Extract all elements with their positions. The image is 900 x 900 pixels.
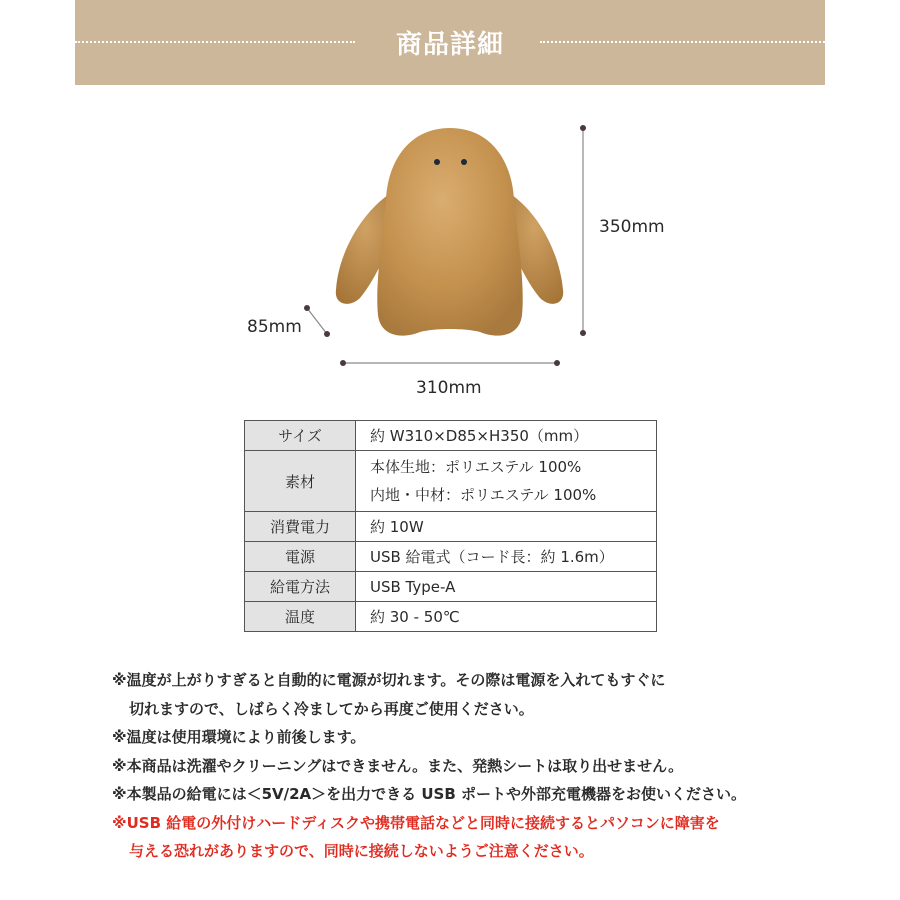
spec-row-power-consumption: [245, 512, 657, 542]
spec-value: 約 10W: [356, 512, 657, 542]
depth-dimension-label: 85mm: [247, 317, 302, 337]
spec-label: 給電方法: [245, 572, 356, 602]
spec-label: サイズ: [245, 421, 356, 451]
note-pc-warning: ※USB 給電の外付けハードディスクや携帯電話などと同時に接続するとパソコンに障害を 与える恐れがありますので、同時に接続しないようご注意ください。: [112, 813, 720, 860]
spec-value: USB Type-A: [356, 572, 657, 602]
caution-notes: [112, 666, 852, 866]
spec-row-temperature: [245, 602, 657, 632]
spec-row-power-method: [245, 572, 657, 602]
plush-illustration: [0, 0, 900, 410]
note-power-supply: ※本製品の給電には＜5V/2A＞を出力できる USB ポートや外部充電機器をお使いください。: [112, 785, 747, 803]
note-no-washing: ※本商品は洗濯やクリーニングはできません。また、発熱シートは取り出せません。: [112, 756, 684, 775]
spec-label: 消費電力: [245, 512, 356, 542]
spec-row-power-source: [245, 542, 657, 572]
spec-label: 素材: [245, 451, 356, 512]
spec-label: 温度: [245, 602, 356, 632]
spec-value: USB 給電式（コード長：約 1.6m）: [356, 542, 657, 572]
spec-row-size: [245, 421, 657, 451]
spec-value: 本体生地：ポリエステル 100% 内地・中材：ポリエステル 100%: [356, 451, 657, 512]
note-auto-shutoff: ※温度が上がりすぎると自動的に電源が切れます。その際は電源を入れてもすぐに 切れますので、しばらく冷ましてから再度ご使用ください。: [112, 671, 666, 718]
product-figure: [0, 0, 900, 410]
height-dimension-label: 350mm: [599, 217, 665, 237]
plush-right-eye: [461, 159, 467, 165]
plush-left-eye: [434, 159, 440, 165]
spec-value: 約 30 - 50℃: [356, 602, 657, 632]
spec-row-material: [245, 451, 657, 512]
note-temperature-variance: ※温度は使用環境により前後します。: [112, 728, 366, 746]
spec-value: 約 W310×D85×H350（mm）: [356, 421, 657, 451]
width-dimension-label: 310mm: [416, 378, 482, 398]
spec-table: [244, 420, 657, 632]
plush-body: [377, 128, 522, 336]
section-title: 商品詳細: [395, 30, 504, 60]
spec-label: 電源: [245, 542, 356, 572]
